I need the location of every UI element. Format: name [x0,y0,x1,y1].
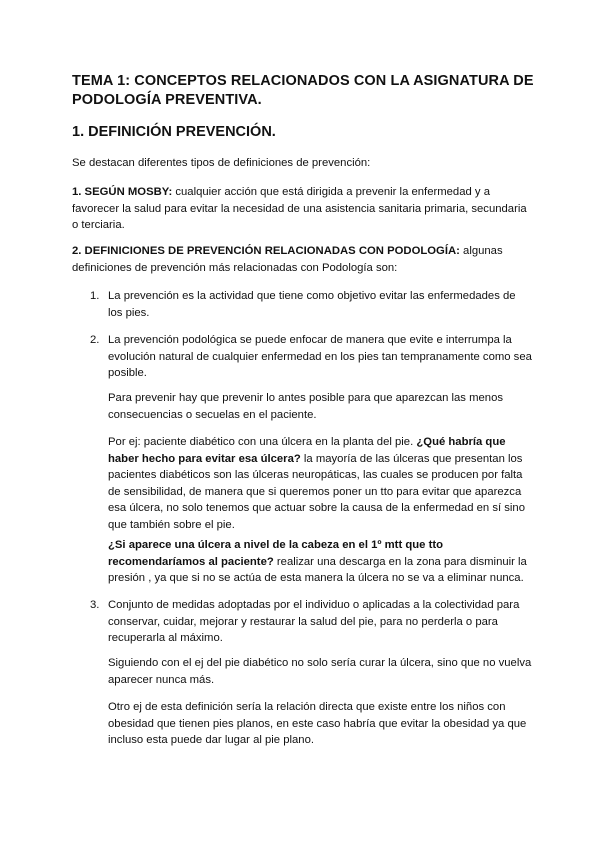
definition-podologia-label: 2. DEFINICIONES DE PREVENCIÓN RELACIONADAS CON PODOLOGÍA: [72,245,460,257]
definition-podologia [72,243,532,276]
list-item-text: La prevención podológica se puede enfocar de manera que evite e interrumpa la evolución natural de cualquier enfermedad en los pies tan tempranamente como sea posible. [108,334,532,379]
list-item-paragraph: Para prevenir hay que prevenir lo antes posible para que aparezcan las menos consecuencias o secuelas en el paciente. [108,392,504,421]
list-item-paragraph [108,434,532,533]
list-item-number: 3. [90,599,100,611]
question-text: ¿Si aparece una úlcera a nivel de la cabeza en el 1º mtt que tto recomendaríamos al paciente? [108,539,443,568]
paragraph-text: realizar una descarga en la zona para disminuir la presión , ya que si no se actúa de esta manera la úlcera no se va a eliminar nunca. [108,555,527,584]
question-text: ¿Qué habría que haber hecho para evitar esa úlcera? [108,436,506,465]
definition-podologia-text: algunas definiciones de prevención más relacionadas con Podología son: [72,245,503,274]
paragraph-text: Por ej: paciente diabético con una úlcera en la planta del pie. [108,436,417,448]
definition-mosby-text: cualquier acción que está dirigida a prevenir la enfermedad y a favorecer la salud para evitar la necesidad de una asistencia sanitaria primaria, secundaria o terciaria. [72,186,527,231]
paragraph-text: la mayoría de las úlceras que presentan los pacientes diabéticos son las úlceras neuropáticas, las cuales se producen por falta de sensibilidad, de manera que si queremos poner un tto para evitar que aparezca esa úlcera, no solo tenemos que actuar sobre la causa de la enfermedad en sí sino que también sobre el pie. [108,452,525,531]
list-item-paragraph: Siguiendo con el ej del pie diabético no solo sería curar la úlcera, sino que no vuelva aparecer nunca más. [108,657,532,686]
list-item-number: 1. [90,290,100,302]
list-item-paragraph [108,537,532,587]
document-title: TEMA 1: CONCEPTOS RELACIONADOS CON LA ASIGNATURA DE PODOLOGÍA PREVENTIVA. [72,73,534,108]
definition-mosby [72,184,532,234]
list-item-text: Conjunto de medidas adoptadas por el individuo o aplicadas a la colectividad para conservar, cuidar, mejorar y restaurar la salud del pie, para no perderla o para recuperarla al máximo. [108,599,520,644]
section-heading: 1. DEFINICIÓN PREVENCIÓN. [72,124,276,140]
definition-mosby-label: 1. SEGÚN MOSBY: [72,186,173,198]
intro-paragraph: Se destacan diferentes tipos de definiciones de prevención: [72,157,371,169]
list-item-paragraph: Otro ej de esta definición sería la relación directa que existe entre los niños con obesidad que tienen pies planos, en este caso habría que evitar la obesidad ya que incluso esta puede dar lugar al pie plano. [108,701,527,746]
list-item-number: 2. [90,334,100,346]
list-item-text: La prevención es la actividad que tiene como objetivo evitar las enfermedades de los pies. [108,290,516,319]
